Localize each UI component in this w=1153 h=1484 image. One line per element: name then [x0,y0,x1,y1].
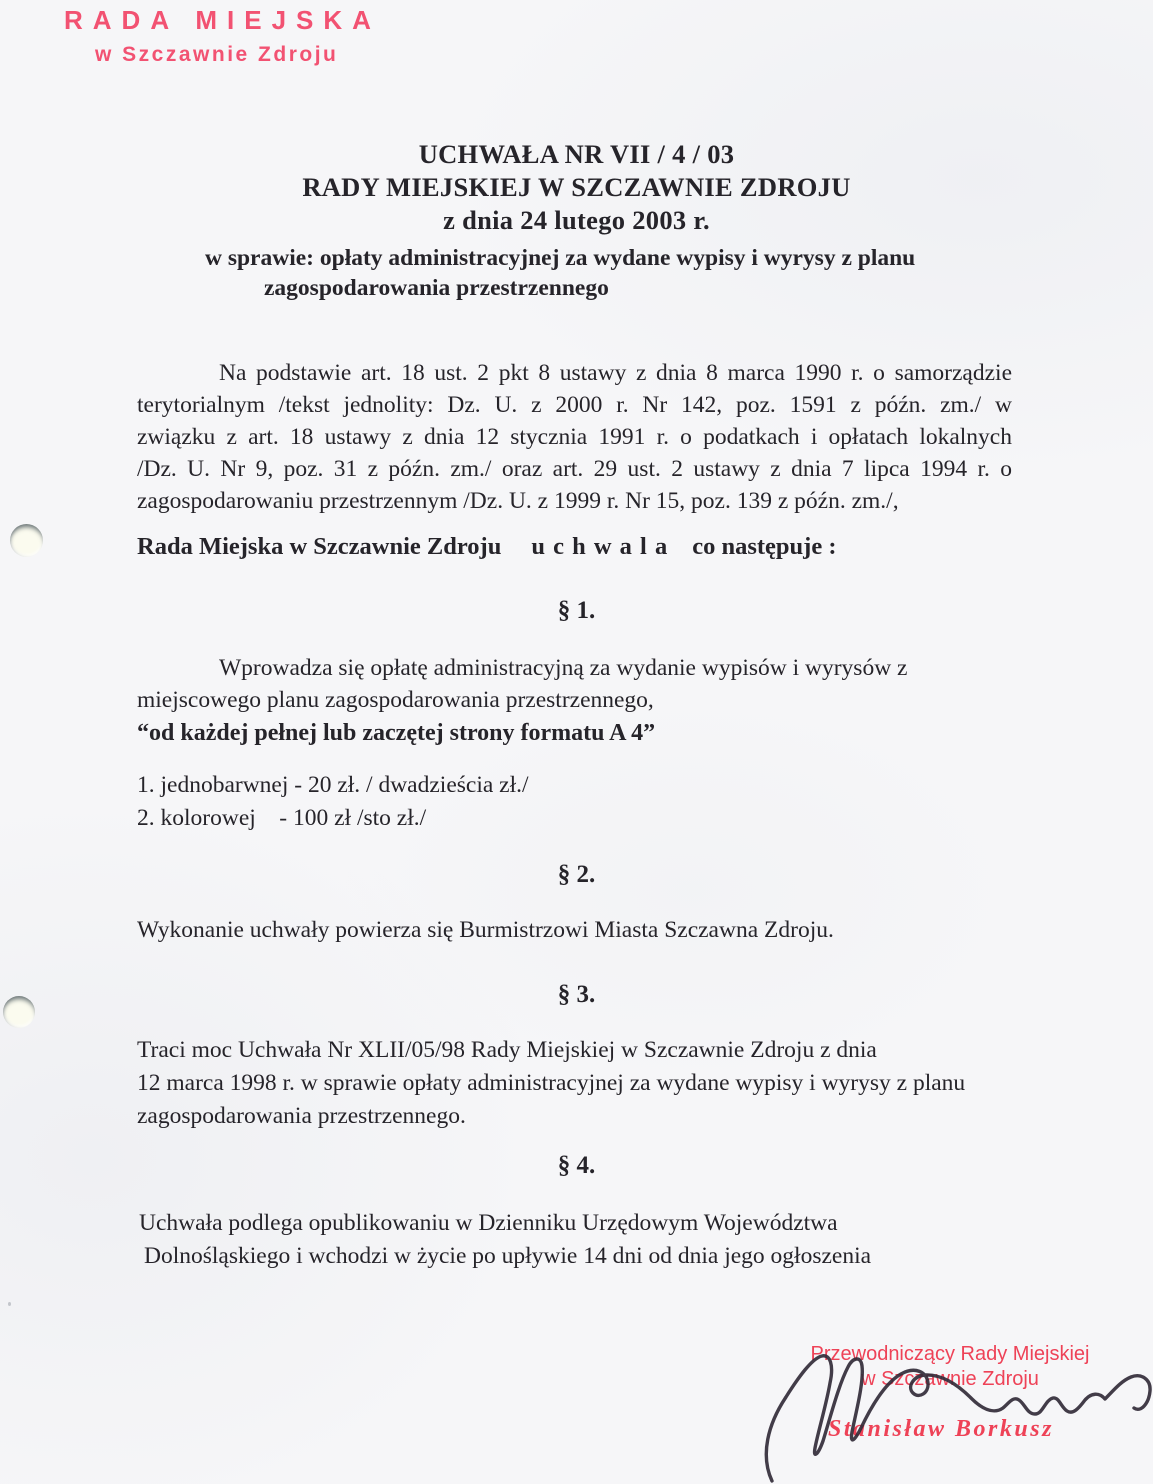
punch-hole-top [10,524,43,557]
title-number: UCHWAŁA NR VII / 4 / 03 [418,139,735,169]
section-4-heading: § 4. [557,1152,596,1179]
section-1-line: miejscowego planu zagospodarowania przestrzennego, [137,687,654,713]
subject-line-1: w sprawie: opłaty administracyjnej za wydane wypisy i wyrysy z planu [205,245,916,271]
title-date: z dnia 24 lutego 2003 r. [443,205,710,235]
stamp-line-1: RADA MIEJSKA [64,5,381,35]
section-1-bold-quote: “od każdej pełnej lub zaczętej strony formatu A 4” [137,720,656,746]
section-2-heading: § 2. [557,861,596,888]
section-1-line: Wprowadza się opłatę administracyjną za wydanie wypisów i wyrysów z [219,655,908,681]
section-1-body [137,652,907,749]
section-3-heading: § 3. [557,981,596,1008]
section-3-line: 12 marca 1998 r. w sprawie opłaty administracyjnej za wydane wypisy i wyrysy z planu [137,1070,966,1096]
stamp-line-2: w Szczawnie Zdroju [95,42,339,66]
resolution-title [0,138,1153,237]
section-3-body [137,1034,965,1133]
preamble-line: Na podstawie art. 18 ust. 2 pkt 8 ustawy z dnia 8 marca 1990 r. o samorządzie [219,360,1012,386]
preamble-line: /Dz. U. Nr 9, poz. 31 z późn. zm./ oraz art. 29 ust. 2 ustawy z dnia 7 lipca 1994 r. o [137,456,1012,482]
title-council: RADY MIEJSKIEJ W SZCZAWNIE ZDROJU [302,172,851,202]
subject-line-2: zagospodarowania przestrzennego [264,275,609,301]
enacting-verb: u c h w a l a [531,533,669,560]
section-4-line: Uchwała podlega opublikowaniu w Dzienniku Urzędowym Województwa [139,1210,838,1236]
enacting-clause [137,533,836,561]
section-3-line: zagospodarowania przestrzennego. [137,1103,466,1129]
chairman-title-line-2: w Szczawnie Zdroju [861,1368,1039,1390]
section-4-body [139,1207,871,1273]
fee-list [137,769,529,835]
fee-list-item: 2. kolorowej - 100 zł /sto zł./ [137,805,427,831]
section-2-body: Wykonanie uchwały powierza się Burmistrzowi Miasta Szczawna Zdroju. [137,917,834,943]
enacting-lead: Rada Miejska w Szczawnie Zdroju [137,533,502,560]
chairman-name-stamp: Stanisław Borkusz [828,1416,1054,1442]
scan-speck [8,1302,11,1306]
enacting-tail: co następuje : [692,533,837,560]
section-4-line: Dolnośląskiego i wchodzi w życie po upływie 14 dni od dnia jego ogłoszenia [144,1243,872,1269]
section-3-line: Traci moc Uchwała Nr XLII/05/98 Rady Miejskiej w Szczawnie Zdroju z dnia [137,1037,877,1063]
council-header-stamp [64,6,381,67]
preamble-line: zagospodarowaniu przestrzennym /Dz. U. z 1999 r. Nr 15, poz. 139 z późn. zm./, [137,488,899,514]
preamble-line: związku z art. 18 ustawy z dnia 12 stycznia 1991 r. o podatkach i opłatach lokalnych [137,424,1012,450]
section-1-heading: § 1. [557,597,596,624]
chairman-stamp [800,1343,1100,1390]
chairman-title-line-1: Przewodniczący Rady Miejskiej [810,1343,1090,1365]
legal-preamble [137,357,1012,517]
preamble-line: terytorialnym /tekst jednolity: Dz. U. z 2000 r. Nr 142, poz. 1591 z późn. zm./ w [137,392,1012,418]
fee-list-item: 1. jednobarwnej - 20 zł. / dwadzieścia zł./ [137,772,529,798]
resolution-subject [205,243,1025,303]
